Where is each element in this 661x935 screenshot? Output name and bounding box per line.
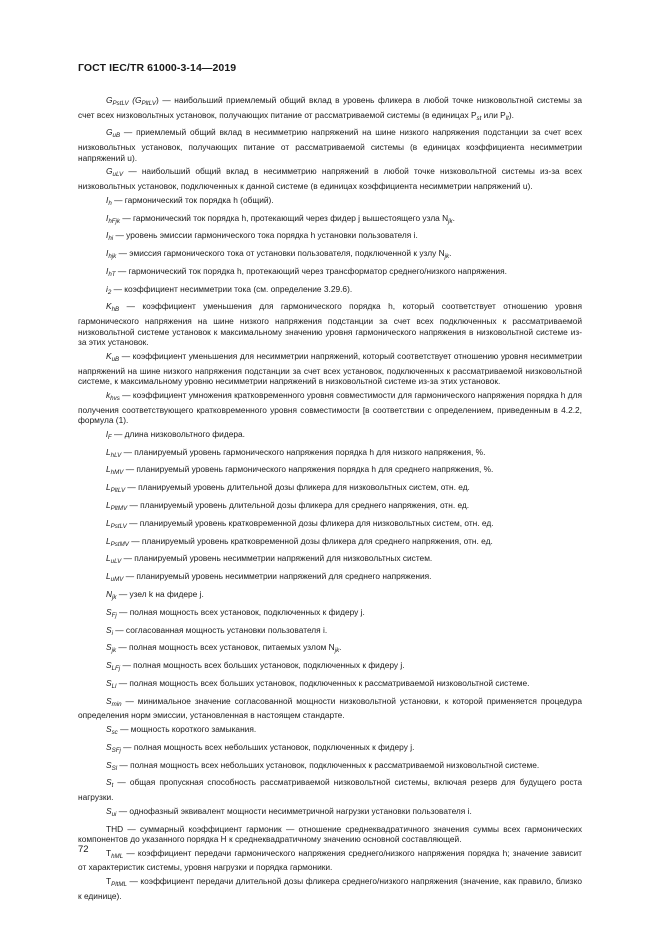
definition-item <box>78 589 582 604</box>
definition-item <box>78 127 582 163</box>
definition-text: — коэффициент несимметрии тока (см. определение 3.29.6). <box>111 283 353 294</box>
definition-text: — общая пропускная способность рассматриваемой низковольтной системы, включая резерв для будущего роста нагрузки. <box>78 777 582 802</box>
definition-item <box>78 351 582 387</box>
definition-item <box>78 447 582 462</box>
definition-symbol: K <box>106 350 112 361</box>
definition-subscript: PltMV <box>110 505 128 513</box>
definition-symbol: L <box>106 446 111 457</box>
definition-text: — согласованная мощность установки пользователя i. <box>112 624 328 635</box>
definition-text: — полная мощность всех небольших установок, подключенных к фидеру j. <box>120 741 415 752</box>
definition-item <box>78 742 582 757</box>
definition-subscript: Fj <box>111 611 117 619</box>
definition-item <box>78 876 582 901</box>
definition-text: — полная мощность всех установок, питаемых узлом N <box>116 642 335 653</box>
definition-alt-symbol: (G <box>128 95 142 105</box>
definition-item <box>78 696 582 721</box>
definition-subscript: SFj <box>111 746 121 754</box>
definition-item <box>78 760 582 775</box>
definition-text: — планируемый уровень гармонического напряжения порядка h для низкого напряжения, %. <box>121 446 486 457</box>
definition-tail-text: или P <box>481 109 506 120</box>
definition-symbol: K <box>106 301 112 312</box>
definition-text: — планируемый уровень несимметрии напряжений для низковольтных систем. <box>121 553 433 564</box>
definition-item <box>78 482 582 497</box>
definition-symbol: L <box>106 517 111 528</box>
definition-tail-subscript: lt <box>505 114 509 122</box>
definition-item <box>78 660 582 675</box>
definition-item <box>78 390 582 426</box>
definition-symbol: I <box>106 248 109 259</box>
definition-text: — планируемый уровень кратковременной дозы фликера для среднего напряжения, отн. ед. <box>128 535 493 546</box>
definition-symbol: S <box>106 805 112 816</box>
definition-subscript: t <box>111 782 114 790</box>
definition-symbol: S <box>106 677 112 688</box>
definition-item <box>78 607 582 622</box>
page-number: 72 <box>78 844 89 855</box>
definition-symbol: THD <box>106 823 124 834</box>
definition-item <box>78 642 582 657</box>
definition-item <box>78 213 582 228</box>
definition-symbol: S <box>106 759 112 770</box>
definition-symbol: S <box>106 777 112 788</box>
definition-text: — планируемый уровень гармонического напряжения порядка h для среднего напряжения, %. <box>123 464 494 475</box>
definition-subscript: jk <box>111 647 117 655</box>
definition-text: — приемлемый общий вклад в несимметрию напряжений на шине низкого напряжения подстанции за счет всех низковольтных установок, получающих питание от рассматриваемой системы (в единицах коэффициента несимметрии напряжений u). <box>78 127 582 163</box>
definition-text: — однофазный эквивалент мощности несимметричной нагрузки установки пользователя i. <box>116 805 472 816</box>
definition-subscript: hT <box>108 270 116 278</box>
definition-subscript: i <box>111 629 113 637</box>
definition-subscript: h <box>108 199 112 207</box>
definition-subscript: hML <box>111 852 124 860</box>
definition-text: — коэффициент передачи гармонического напряжения среднего/низкого напряжения порядка h; значение зависит от характеристик системы, уровня нагрузки и порядка гармоники. <box>78 847 582 873</box>
definition-item <box>78 500 582 515</box>
definition-symbol: L <box>106 553 111 564</box>
definition-symbol: G <box>106 166 113 177</box>
document-header: ГОСТ IEC/TR 61000-3-14—2019 <box>78 62 237 74</box>
definition-tail-end: . <box>452 212 455 223</box>
definition-subscript: PltLV <box>110 487 126 495</box>
definition-symbol: S <box>106 624 112 635</box>
definition-symbol: G <box>106 127 113 138</box>
definition-item <box>78 848 582 873</box>
definition-symbol: S <box>106 660 112 671</box>
definition-text: — длина низковольтного фидера. <box>111 428 245 439</box>
definition-subscript: min <box>111 700 122 708</box>
definition-item <box>78 806 582 821</box>
definition-item <box>78 166 582 191</box>
definition-symbol: I <box>106 230 109 241</box>
definition-symbol: i <box>106 283 108 294</box>
definition-symbol: L <box>106 464 111 475</box>
definition-subscript: hMV <box>110 469 124 477</box>
definition-item <box>78 724 582 739</box>
definition-alt-subscript: PltLV <box>141 100 156 107</box>
definition-subscript: uLV <box>112 171 124 179</box>
definition-item <box>78 571 582 586</box>
definition-text: — мощность короткого замыкания. <box>117 724 257 734</box>
definition-symbol: S <box>106 741 112 752</box>
definition-item <box>78 429 582 444</box>
definition-text: — минимальное значение согласованной мощности низковольтной установки, к которой применяется процедура определения норм эмиссии, установленная в настоящем стандарте. <box>78 695 582 721</box>
definition-subscript: uMV <box>110 576 124 584</box>
definition-tail-subscript: jk <box>334 647 340 655</box>
definition-text: — наибольший приемлемый общий вклад в уровень фликера в любой точке низковольтной системы за счет всех низковольтных установок, получающих питание от рассматриваемой системы (в единицах P <box>78 95 582 120</box>
definition-item <box>78 230 582 245</box>
definition-text: — планируемый уровень длительной дозы фликера для среднего напряжения, отн. ед. <box>127 500 470 511</box>
definition-subscript: hi <box>108 235 114 243</box>
definition-symbol: L <box>106 482 111 493</box>
definition-symbol: L <box>106 535 111 546</box>
definition-text: — суммарный коэффициент гармоник — отношение среднеквадратичного значения суммы всех гармонических компонентов до указанного порядка H к среднеквадратичному значению основной составляющей. <box>78 823 582 845</box>
definition-item <box>78 678 582 693</box>
definition-item <box>78 95 582 124</box>
definition-item <box>78 536 582 551</box>
definition-subscript: 2 <box>107 288 112 296</box>
definition-item <box>78 464 582 479</box>
definition-text: — уровень эмиссии гармонического тока порядка h установки пользователя i. <box>113 230 418 241</box>
definition-subscript: uB <box>111 355 120 363</box>
definition-subscript: sc <box>111 729 118 736</box>
definition-subscript: jk <box>112 593 117 601</box>
definition-item <box>78 777 582 802</box>
definition-alt-close: ) <box>155 95 159 105</box>
definition-text: — узел k на фидере j. <box>116 588 204 599</box>
definition-symbol: k <box>106 389 111 400</box>
definition-subscript: hFjk <box>108 217 121 225</box>
definition-text: — планируемый уровень кратковременной дозы фликера для низковольтных систем, отн. ед. <box>126 517 494 528</box>
definition-item <box>78 824 582 845</box>
definition-symbol: I <box>106 212 109 223</box>
definition-subscript: PstMV <box>110 540 129 548</box>
definition-subscript: PstLV <box>112 100 129 107</box>
definition-symbol: S <box>106 606 112 617</box>
definition-item <box>78 518 582 533</box>
definition-text: — коэффициент передачи длительной дозы фликера среднего/низкого напряжения (значение, как правило, близко к единице). <box>78 876 582 901</box>
definition-text: — наибольший общий вклад в несимметрию напряжений в любой точке низковольтной системы из-за всех низковольтных установок, подключенных к данной системе (в единицах коэффициента несимметрии напряжений u). <box>78 166 582 191</box>
definition-subscript: hjk <box>108 253 117 261</box>
definition-subscript: hB <box>111 306 120 314</box>
definition-symbol: T <box>106 876 112 887</box>
definition-symbol: S <box>106 642 112 653</box>
definition-item <box>78 266 582 281</box>
definition-subscript: ui <box>111 810 117 818</box>
definition-item <box>78 195 582 210</box>
definition-text: — полная мощность всех установок, подключенных к фидеру j. <box>116 606 365 617</box>
definitions-list <box>78 95 582 905</box>
definition-text: — полная мощность всех больших установок, подключенных к фидеру j. <box>120 660 405 671</box>
definition-text: — коэффициент умножения кратковременного уровня совместимости для гармонического напряжения порядка h для получения соответствующего кратковременного уровня совместимости [в соответствии с определением, приведенным в 4.2.2, формула (1). <box>78 389 582 426</box>
definition-item <box>78 625 582 640</box>
definition-symbol: S <box>106 695 112 706</box>
definition-subscript: F <box>107 433 112 441</box>
definition-text: — гармонический ток порядка h, протекающий через фидер j вышестоящего узла N <box>120 212 449 223</box>
definition-text: — полная мощность всех больших установок, подключенных к рассматриваемой низковольтной системе. <box>116 677 530 688</box>
definition-item <box>78 284 582 299</box>
definition-symbol: G <box>106 95 113 105</box>
definition-symbol: I <box>106 265 109 276</box>
definition-tail-subscript: jk <box>444 253 450 261</box>
definition-subscript: PltML <box>111 881 127 889</box>
definition-tail-end: ). <box>508 109 514 120</box>
definition-text: — коэффициент уменьшения для несимметрии напряжений, который соответствует отношению уровня несимметрии напряжений на шине низкого напряжения подстанции за счет всех установок, подключенных к рассматриваемой низковольтной системе, к максимальному уровню несимметрии напряжений в низковольтной системе из-за этих установок. <box>78 350 582 387</box>
definition-tail-end: . <box>449 248 452 259</box>
definition-subscript: hLV <box>110 451 122 459</box>
definition-subscript: uB <box>112 132 121 140</box>
definition-tail-subscript: st <box>476 114 482 122</box>
definition-subscript: uLV <box>110 558 122 566</box>
definition-subscript: Ll <box>111 682 117 690</box>
definition-text: — планируемый уровень длительной дозы фликера для низковольтных систем, отн. ед. <box>125 482 470 493</box>
definition-symbol: S <box>106 724 112 734</box>
definition-item <box>78 553 582 568</box>
definition-tail-subscript: jk <box>448 217 453 225</box>
definition-text: — полная мощность всех небольших установок, подключенных к рассматриваемой низковольтной системе. <box>117 759 540 770</box>
definition-symbol: I <box>106 194 109 205</box>
definition-text: — коэффициент уменьшения для гармонического порядка h, который соответствует отношению уровня гармонического напряжения на шине низкого напряжения подстанции за счет всех подключенных к рассматриваемой низковольтной системе установок к максимальному значению уровня гармонического напряжения в низковольтной системе из-за этих установок. <box>78 301 582 348</box>
definition-subscript: hvs <box>110 394 120 402</box>
definition-text: — гармонический ток порядка h, протекающий через трансформатор среднего/низкого напряжения. <box>115 265 507 276</box>
definition-symbol: T <box>106 847 112 858</box>
definition-symbol: N <box>106 588 113 599</box>
definition-item <box>78 248 582 263</box>
definition-subscript: LFj <box>111 665 121 673</box>
definition-symbol: l <box>106 428 108 439</box>
definition-subscript: Sl <box>111 764 118 772</box>
definition-symbol: L <box>106 500 111 511</box>
definition-text: — эмиссия гармонического тока от установки пользователя, подключенной к узлу N <box>116 248 445 259</box>
definition-text: — гармонический ток порядка h (общий). <box>111 194 274 205</box>
definition-subscript: PstLV <box>110 522 127 530</box>
definition-symbol: L <box>106 571 111 582</box>
definition-tail-end: . <box>339 642 342 653</box>
definition-text: — планируемый уровень несимметрии напряжений для среднего напряжения. <box>123 571 432 582</box>
definition-item <box>78 301 582 347</box>
